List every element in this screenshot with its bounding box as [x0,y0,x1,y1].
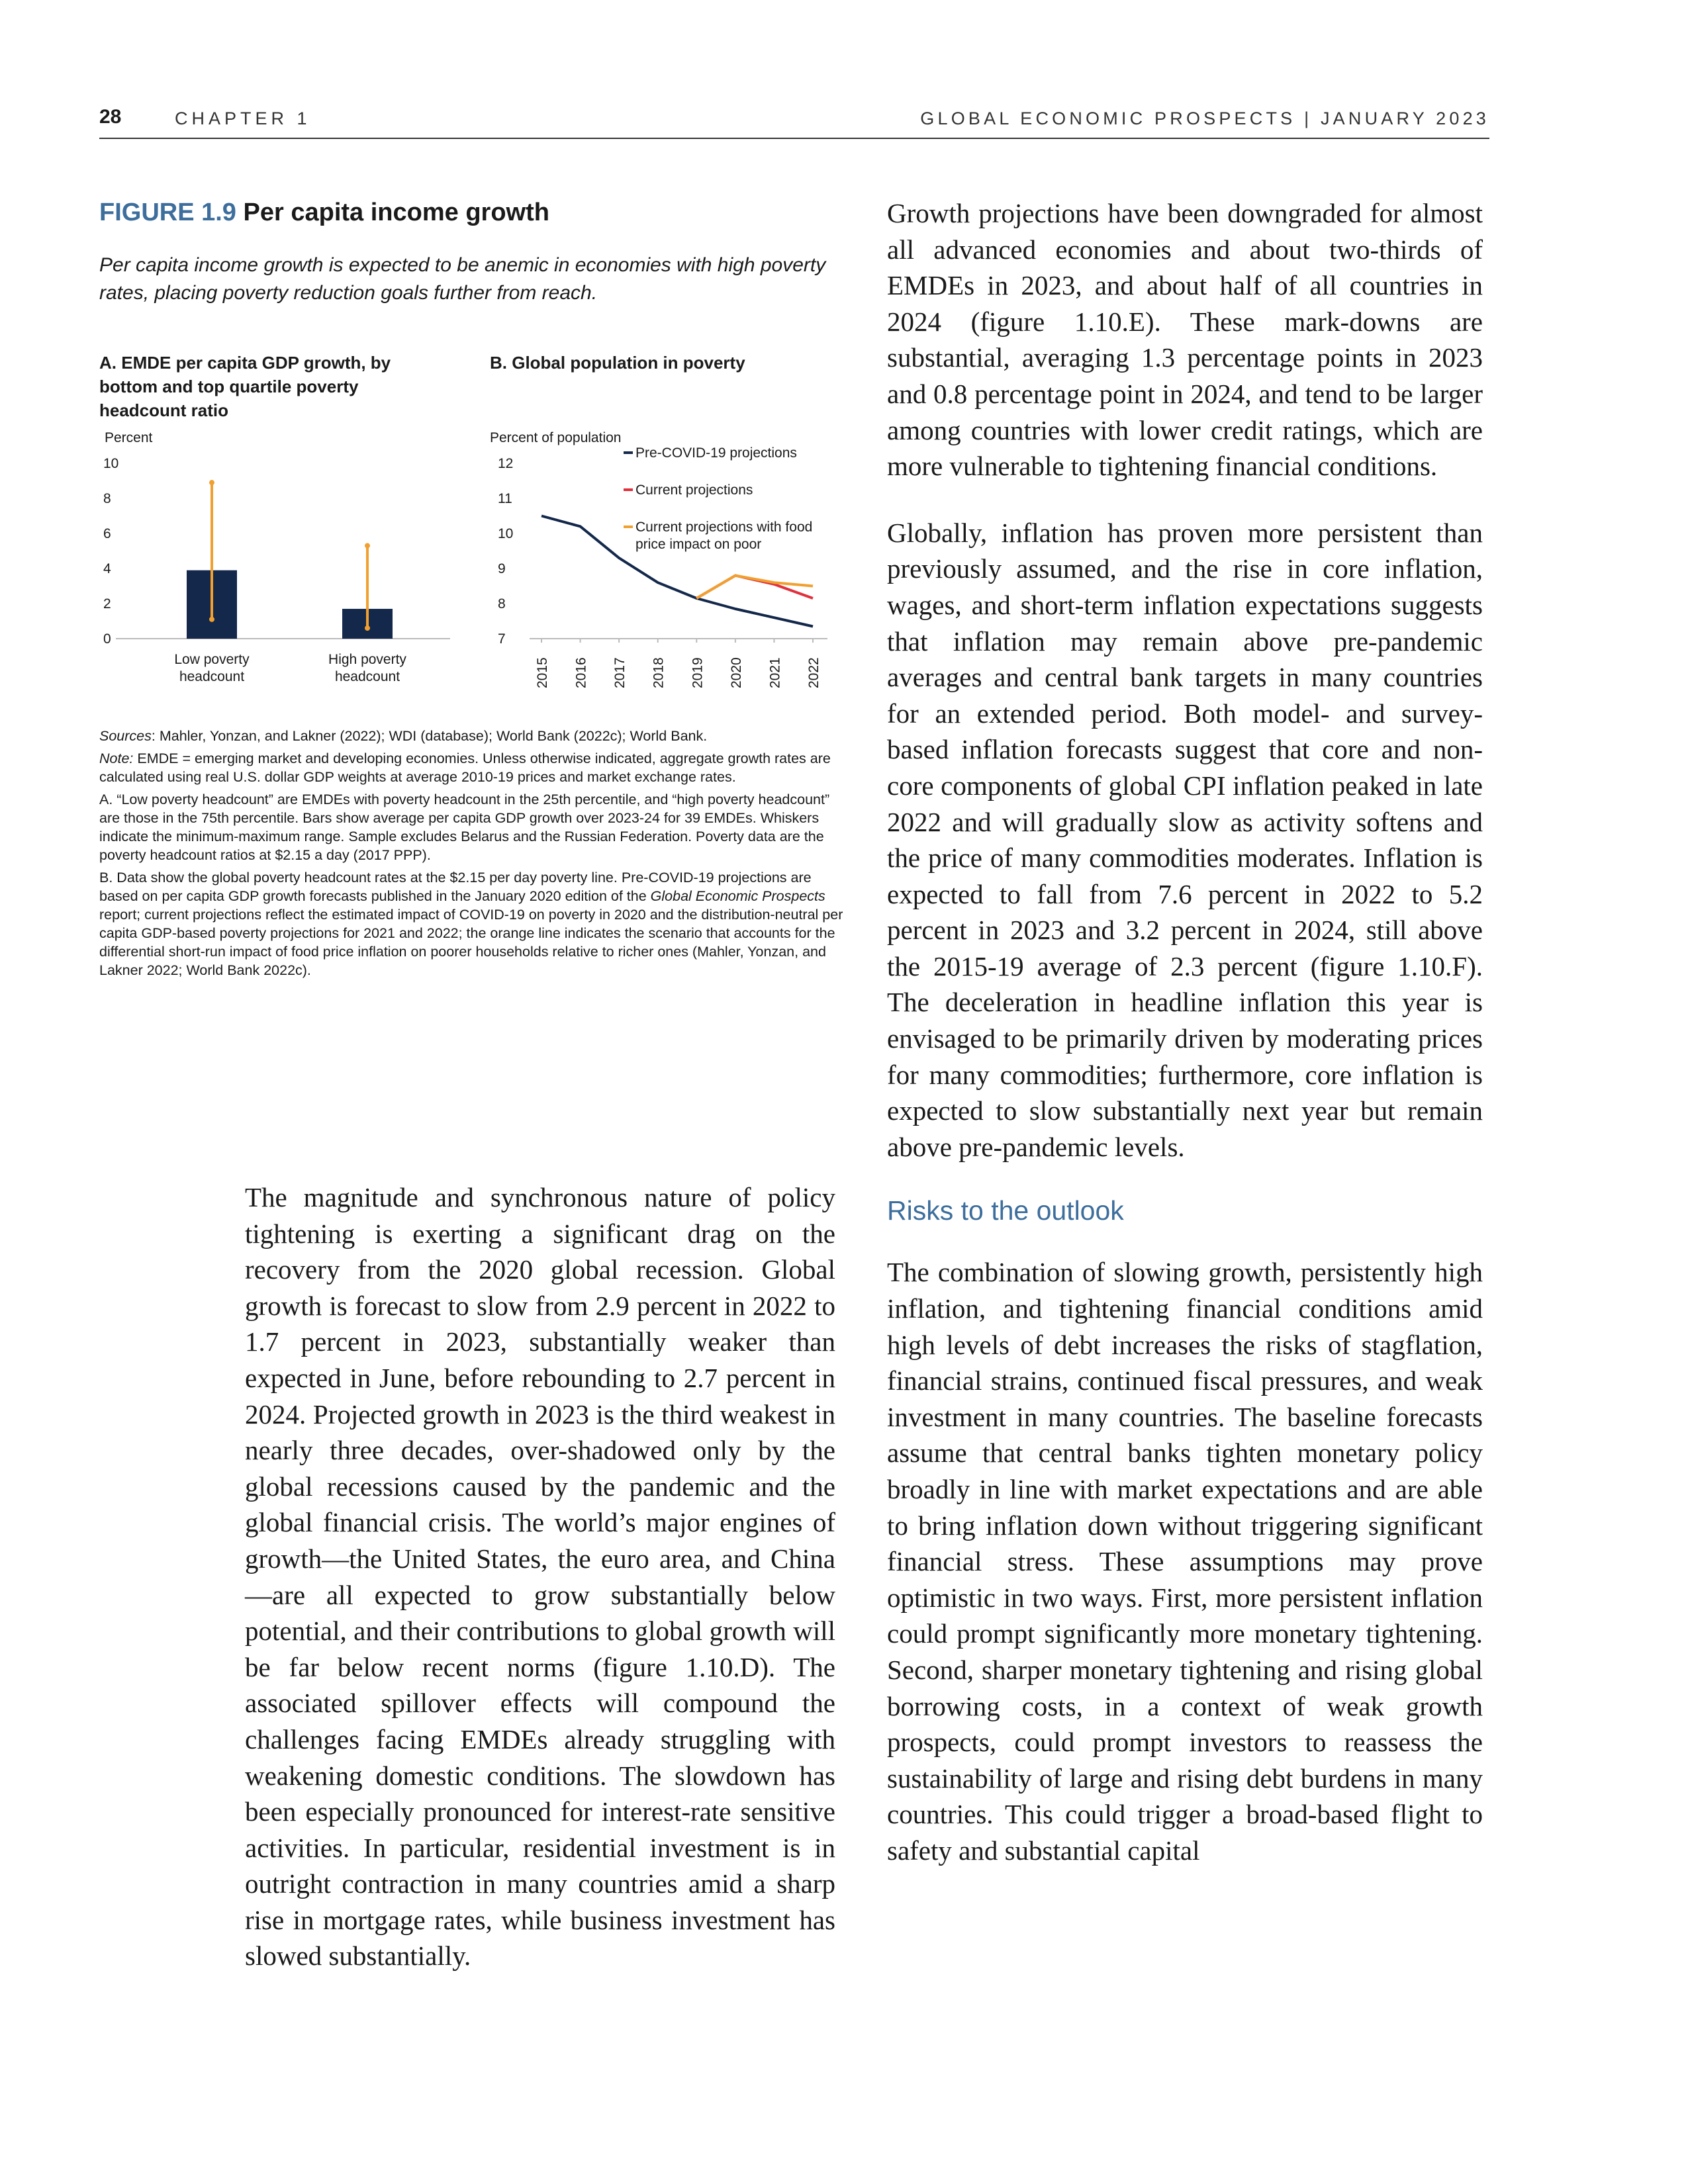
whisker-min-cap [209,617,214,622]
x-tick-label: 2020 [728,657,744,688]
whisker-max-cap [209,480,214,485]
x-tick-label: Low poverty [174,652,250,667]
sources-text: : Mahler, Yonzan, and Lakner (2022); WDI (database); World Bank (2022c); World Bank. [151,728,708,744]
y-tick-label: 0 [103,631,111,647]
y-tick-label: 6 [103,526,111,541]
note-b-part1: B. Data show the global poverty headcount rates at the $2.15 per day poverty line. Pre-COVID-19 projections are based on per capita GDP growth forecasts published in the January 2020 edition of the [99,870,812,904]
y-tick-label: 10 [498,526,514,541]
note-panel-a: A. “Low poverty headcount” are EMDEs with poverty headcount in the 25th percentile, and “high poverty headcount” are those in the 75th percentile. Bars show average per capita GDP growth over 2023-24 for 39 EMDEs. Whiskers indicate the minimum-maximum range. Sample excludes Belarus and the Russian Federation. Poverty data are the poverty headcount ratios at $2.15 a day (2017 PPP). [99,792,830,863]
y-tick-label: 9 [498,561,506,576]
panel-a-title: A. EMDE per capita GDP growth, by bottom and top quartile poverty headcount ratio [99,353,391,420]
body-paragraph: Globally, inflation has proven more persistent than previously assumed, and the rise in core inflation, wages, and short-term inflation expectations suggests that inflation may remain above pre-pandemic averages and central bank targets in many countries for an extended period. Both model- and survey- based inflation forecasts suggest that core and non-core components of global CPI inflation peaked in late 2022 and will gradually slow as activity softens and the price of many commodities moderates. Inflation is expected to fall from 7.6 percent in 2022 to 5.2 percent in 2023 and 3.2 percent in 2024, still above the 2015-19 average of 2.3 percent (figure 1.10.F). The deceleration in headline inflation this year is envisaged to be primarily driven by moderating prices for many commodities; furthermore, core inflation is expected to slow substantially next year but remain above pre-pandemic levels. [887,517,1483,1162]
chart-b [477,424,874,702]
y-tick-label: 11 [498,491,512,506]
body-paragraph: Growth projections have been downgraded for almost all advanced economies and about two-thirds of EMDEs in 2023, and about half of all countries in 2024 (figure 1.10.E). These mark-downs are substantial, averaging 1.3 percentage points in 2023 and 0.8 percentage point in 2024, and tend to be larger among countries with lower credit ratings, which are more vulnerable to tightening financial conditions. [887,198,1483,482]
whisker-min-cap [365,625,370,631]
x-tick-label: 2019 [690,657,706,688]
series-line [696,576,813,598]
header-rule [99,138,1489,139]
figure-title-text: Per capita income growth [243,199,549,226]
note-text: EMDE = emerging market and developing economies. Unless otherwise indicated, aggregate growth rates are calculated using real U.S. dollar GDP weights at average 2010-19 prices and market exchange rates. [99,751,831,785]
y-tick-label: 10 [103,456,119,471]
x-tick-label: 2018 [651,657,667,688]
body-paragraph: The magnitude and synchronous nature of policy tightening is exerting a significant drag on the recovery from the 2020 global recession. Global growth is forecast to slow from 2.9 percent in 2022 to 1.7 percent in 2023, substantially weaker than expected in June, before rebounding to 2.7 percent in 2024. Projected growth in 2023 is the third weakest in nearly three decades, over-shadowed only by the global recessions caused by the pandemic and the global financial crisis. The world’s major engines of growth—the United States, the euro area, and China—are all expected to grow substantially below potential, and their contributions to global growth will be far below recent norms (figure 1.10.D). The associated spillover effects will compound the challenges facing EMDEs already struggling with weakening domestic conditions. The slowdown has been especially pronounced for interest-rate sensitive activities. In particular, residential investment is in outright contraction in many countries amid a sharp rise in mortgage rates, while business investment has slowed substantially. [245,1182,835,1972]
y-axis-label: Percent [105,430,153,445]
figure-number: FIGURE 1.9 [99,199,236,226]
left-body-text [245,1179,835,1974]
x-tick-label: 2017 [612,657,628,688]
y-tick-label: 8 [498,596,506,612]
y-tick-label: 4 [103,561,111,576]
x-tick-label: headcount [334,669,400,684]
publication-title: GLOBAL ECONOMIC PROSPECTS | JANUARY 2023 [920,109,1489,128]
y-tick-label: 12 [498,456,514,471]
figure-notes [99,727,844,983]
legend-label: Current projections with food [635,520,813,535]
x-tick-label: 2015 [535,657,550,688]
x-tick-label: 2021 [767,657,783,688]
y-tick-label: 2 [103,596,111,612]
sources-note [99,727,844,745]
whisker-max-cap [365,543,370,549]
panel-b-title: B. Global population in poverty [490,353,745,373]
legend-label: price impact on poor [635,537,762,552]
legend-label: Current projections [635,482,753,498]
y-tick-label: 7 [498,631,506,647]
y-tick-label: 8 [103,491,111,506]
x-tick-label: headcount [179,669,245,684]
right-column [887,195,1483,1869]
general-note [99,749,844,786]
chapter-label: CHAPTER 1 [175,109,311,128]
figure-title [99,199,549,227]
y-axis-label: Percent of population [490,430,622,445]
note-panel-b [99,868,844,979]
x-tick-label: 2022 [806,657,821,688]
note-b-italic: Global Economic Prospects [650,888,825,904]
x-tick-label: 2016 [573,657,589,688]
sources-label: Sources [99,728,152,744]
figure-subtitle: Per capita income growth is expected to be anemic in economies with high poverty rates, placing poverty reduction goals further from reach. [99,254,826,304]
section-heading: Risks to the outlook [887,1195,1124,1226]
page-number: 28 [99,106,122,128]
body-paragraph: The combination of slowing growth, persistently high inflation, and tightening financial conditions amid high levels of debt increases the risks of stagflation, financial strains, continued fiscal pressures, and weak investment in many countries. The baseline forecasts assume that central banks tighten monetary policy broadly in line with market expectations and are able to bring inflation down without triggering significant financial stress. These assumptions may prove optimistic in two ways. First, more persistent inflation could prompt significantly more monetary tightening. Second, sharper monetary tightening and rising global borrowing costs, in a context of weak growth prospects, could prompt investors to reassess the sustainability of large and rising debt burdens in many countries. This could trigger a broad-based flight to safety and substantial capital [887,1257,1483,1866]
note-b-part2: report; current projections reflect the estimated impact of COVID-19 on poverty in 2020 and the distribution-neutral per capita GDP-based poverty projections for 2021 and 2022; the orange line indicates the scenario that accounts for the differential short-run impact of food price inflation on poorer households relative to richer ones (Mahler, Yonzan, and Lakner 2022; World Bank 2022c). [99,907,843,978]
note-label: Note: [99,751,134,766]
chart-a [86,424,457,702]
x-tick-label: High poverty [328,652,406,667]
legend-label: Pre-COVID-19 projections [635,445,797,461]
